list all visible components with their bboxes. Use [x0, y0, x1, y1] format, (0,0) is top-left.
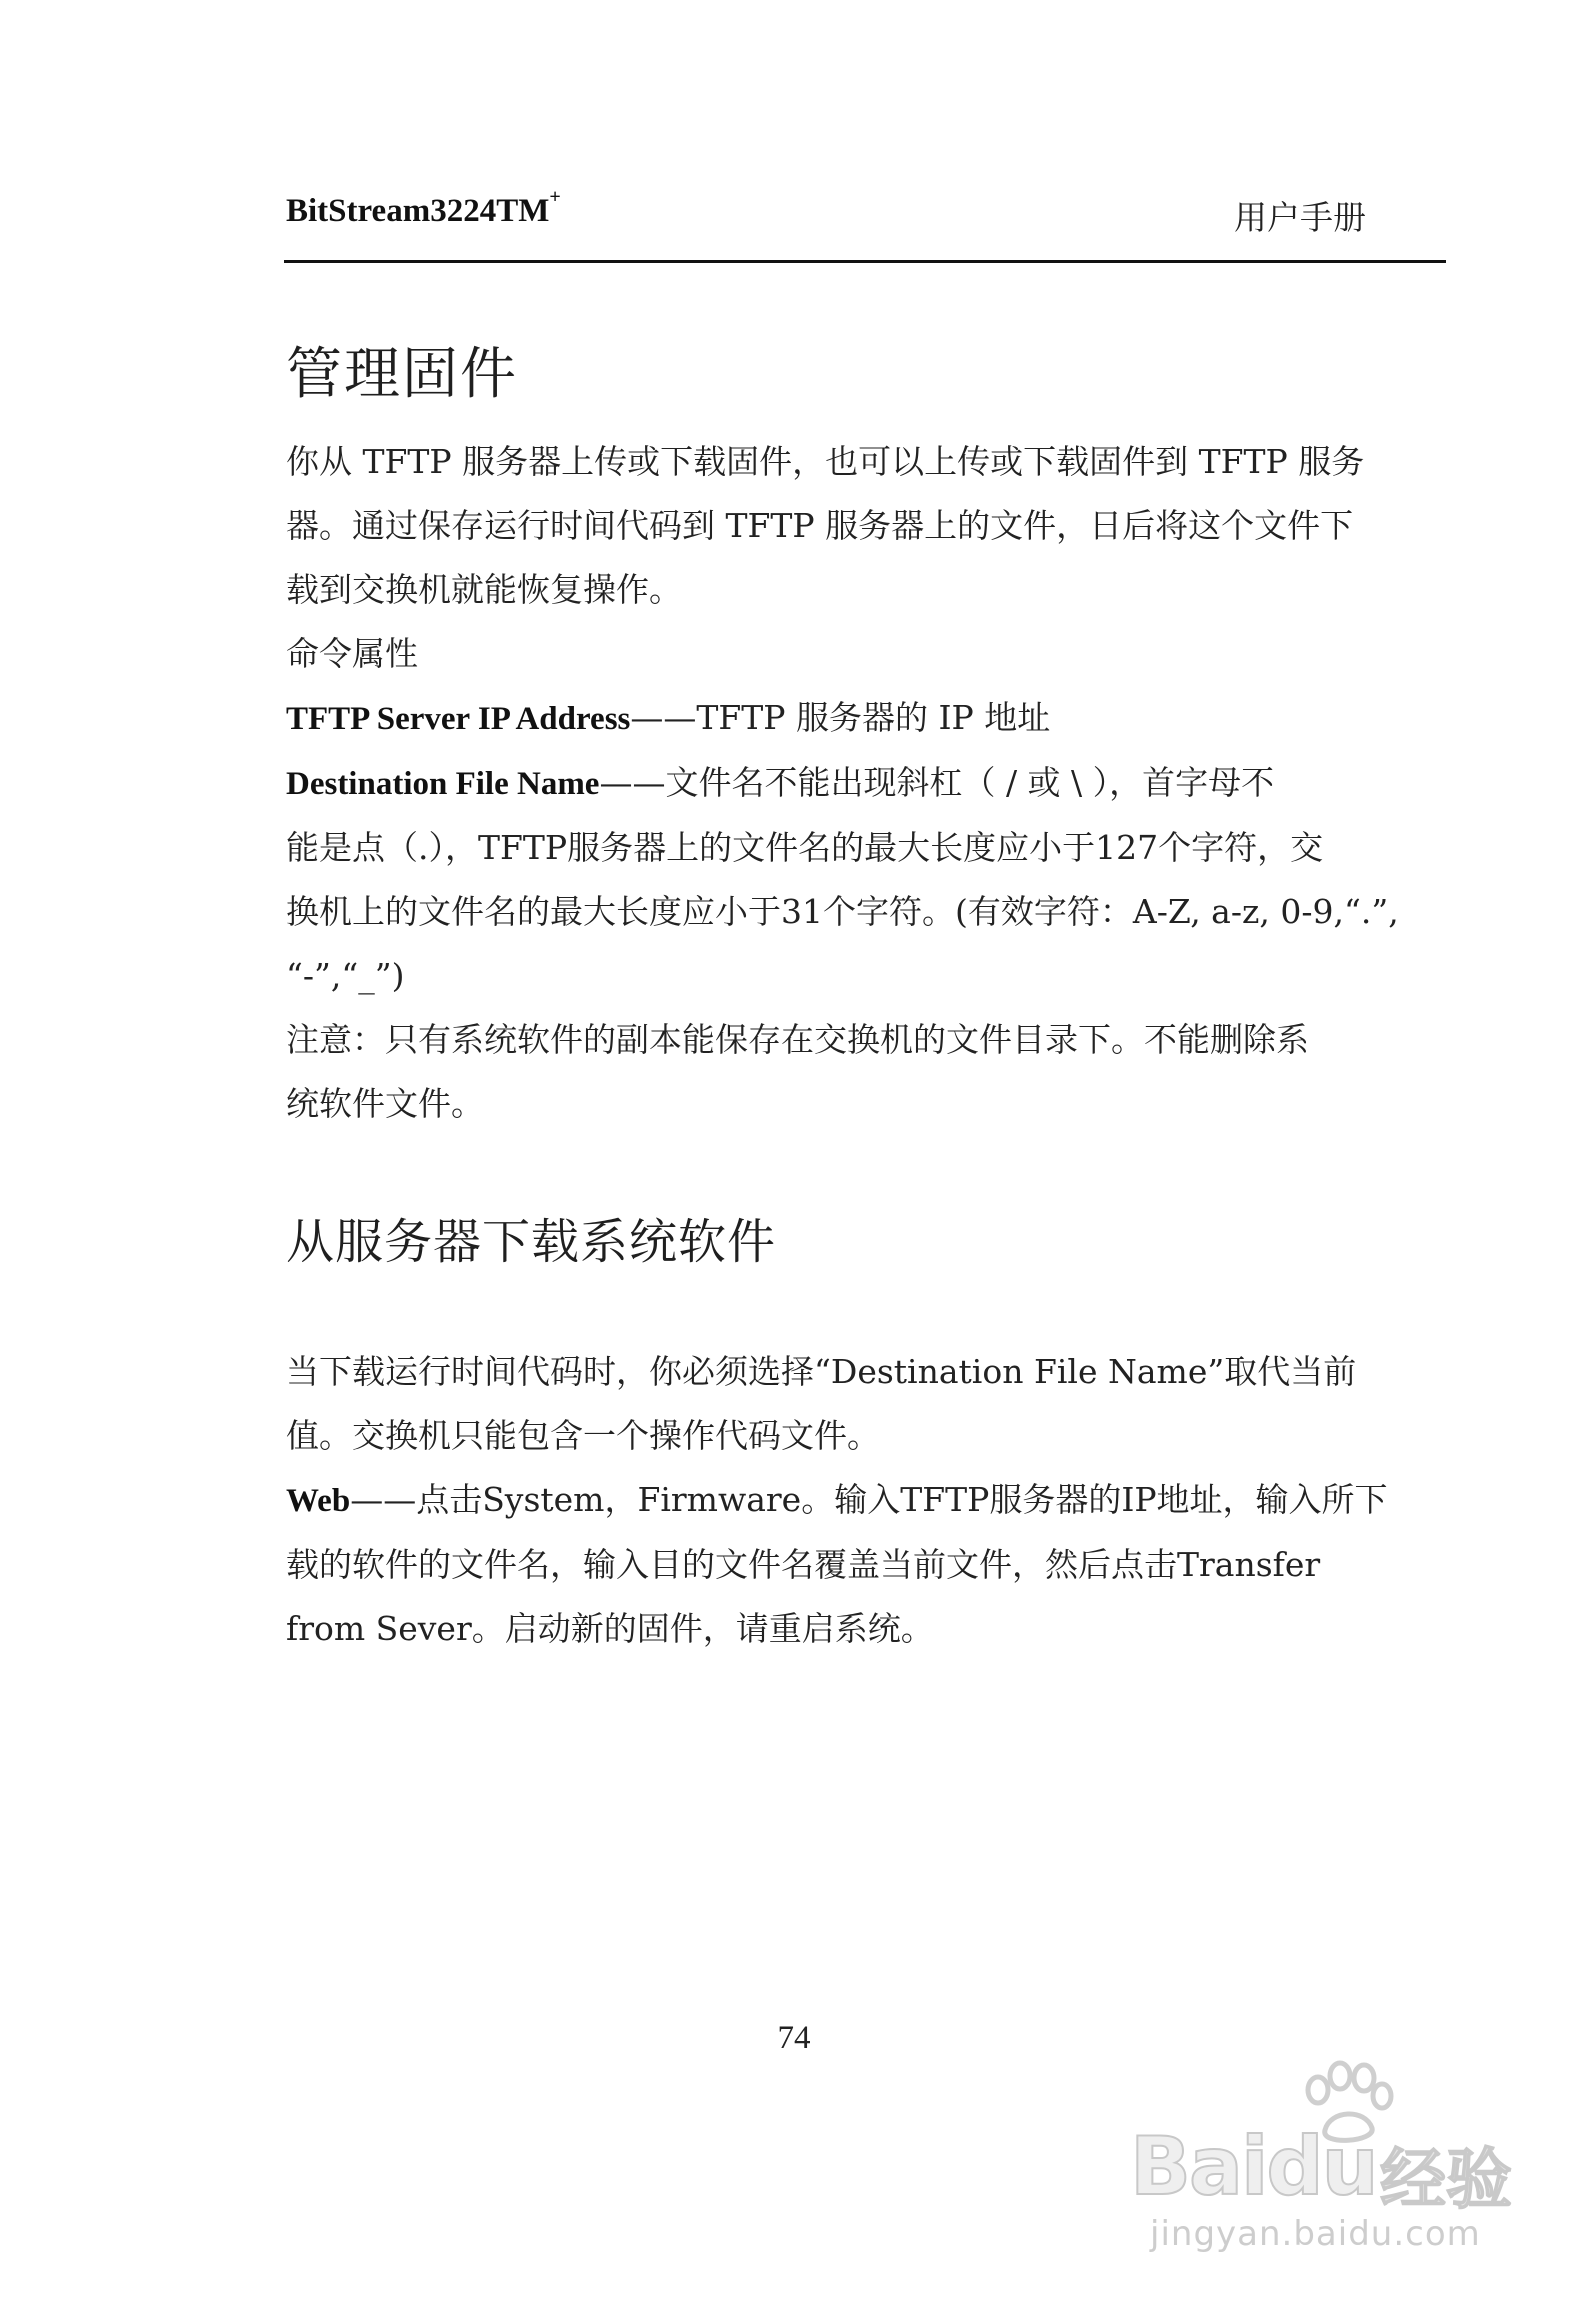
intro-line: 你从 TFTP 服务器上传或下载固件，也可以上传或下载固件到 TFTP 服务 — [286, 442, 1365, 481]
header-product-title — [286, 186, 561, 230]
web-line: from Sever。启动新的固件，请重启系统。 — [286, 1609, 934, 1648]
header-rule — [284, 260, 1446, 263]
attr-tftp-desc: ——TFTP 服务器的 IP 地址 — [630, 698, 1051, 737]
watermark-brand — [1130, 2120, 1377, 2213]
note-line: 注意：只有系统软件的副本能保存在交换机的文件目录下。不能删除系 — [286, 1020, 1309, 1059]
attr-tftp-label: TFTP Server IP Address — [286, 701, 631, 737]
web-desc: ——点击System，Firmware。输入TFTP服务器的IP地址，输入所下 — [350, 1480, 1388, 1519]
section-title-manage-firmware: 管理固件 — [286, 342, 518, 407]
page-header — [284, 188, 1446, 264]
intro-line: 载到交换机就能恢复操作。 — [286, 570, 682, 609]
attr-dest-line — [286, 751, 1446, 816]
attr-dest-line: 能是点（.），TFTP服务器上的文件名的最大长度应小于127个字符，交 — [286, 828, 1324, 867]
header-product-sup: + — [549, 186, 561, 208]
watermark-brand-bai: Bai — [1130, 2120, 1267, 2213]
header-product-name: BitStream3224TM — [286, 193, 550, 229]
section-title-download-software: 从服务器下载系统软件 — [286, 1214, 777, 1270]
attr-dest-desc: ——文件名不能出现斜杠（ / 或 \ ），首字母不 — [599, 763, 1275, 802]
watermark-brand-du: du — [1266, 2120, 1377, 2213]
attr-dest-label: Destination File Name — [286, 766, 600, 802]
baidu-jingyan-watermark — [1130, 2060, 1550, 2260]
attr-heading: 命令属性 — [286, 634, 418, 673]
watermark-cn: 经验 — [1380, 2141, 1512, 2218]
download-intro-line: 当下载运行时间代码时，你必须选择“Destination File Name”取代当前 — [286, 1352, 1357, 1391]
intro-line: 器。通过保存运行时间代码到 TFTP 服务器上的文件，日后将这个文件下 — [286, 506, 1354, 545]
download-intro-line: 值。交换机只能包含一个操作代码文件。 — [286, 1416, 880, 1455]
page-number: 74 — [777, 2020, 811, 2056]
section2-body — [286, 1340, 1446, 1661]
attr-dest-line: 换机上的文件名的最大长度应小于31个字符。(有效字符：A-Z, a-z, 0-9,“.”, — [286, 892, 1399, 931]
attr-tftp-line — [286, 686, 1446, 751]
note-line: 统软件文件。 — [286, 1084, 484, 1123]
web-line: 载的软件的文件名，输入目的文件名覆盖当前文件，然后点击Transfer — [286, 1545, 1321, 1584]
watermark-url: jingyan.baidu.com — [1150, 2214, 1481, 2254]
attr-dest-line: “-”,“_”) — [286, 956, 405, 995]
web-label: Web — [286, 1483, 351, 1519]
web-line — [286, 1468, 1446, 1533]
header-doc-type: 用户手册 — [1234, 198, 1366, 237]
section1-body — [286, 430, 1446, 1136]
